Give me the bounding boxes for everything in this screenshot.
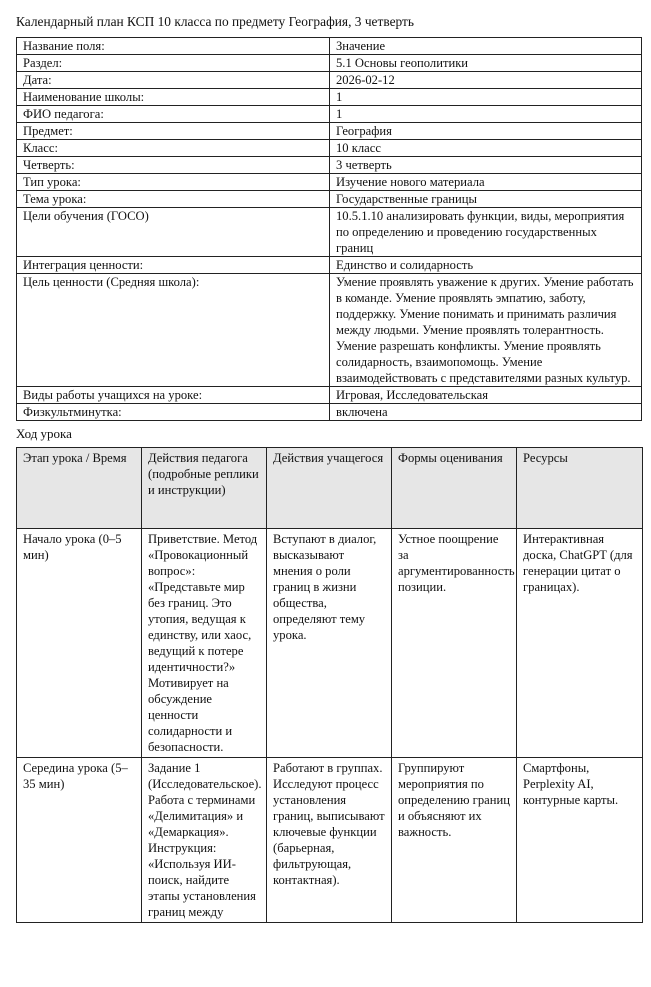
- stage-cell: Начало урока (0–5 мин): [17, 529, 142, 758]
- field-value-cell: включена: [330, 404, 642, 421]
- info-table-row: [17, 257, 642, 274]
- field-name-cell: ФИО педагога:: [17, 106, 330, 123]
- stage-column-header: Этап урока / Время: [17, 448, 142, 529]
- field-value-cell: 1: [330, 106, 642, 123]
- teacher-actions-cell: Приветствие. Метод «Провокационный вопрос»: «Представьте мир без границ. Это утопия, ведущая к единству, или хаос, ведущий к потере идентичности?» Мотивирует на обсуждение ценности солидарности и безопасности.: [142, 529, 267, 758]
- info-table-header-row: [17, 38, 642, 55]
- info-table-row: [17, 89, 642, 106]
- field-name-cell: Класс:: [17, 140, 330, 157]
- field-value-cell: 10 класс: [330, 140, 642, 157]
- stage-cell: Середина урока (5–35 мин): [17, 758, 142, 923]
- field-name-cell: Раздел:: [17, 55, 330, 72]
- field-name-cell: Физкультминутка:: [17, 404, 330, 421]
- info-table-row: [17, 387, 642, 404]
- field-value-cell: Единство и солидарность: [330, 257, 642, 274]
- field-name-cell: Наименование школы:: [17, 89, 330, 106]
- field-value-cell: Государственные границы: [330, 191, 642, 208]
- student-actions-column-header: Действия учащегося: [267, 448, 392, 529]
- info-table-row: [17, 174, 642, 191]
- field-name-cell: Четверть:: [17, 157, 330, 174]
- student-actions-cell: Вступают в диалог, высказывают мнения о роли границ в жизни общества, определяют тему урока.: [267, 529, 392, 758]
- info-table-row: [17, 55, 642, 72]
- info-table-row: [17, 157, 642, 174]
- field-name-header: Название поля:: [17, 38, 330, 55]
- field-name-cell: Интеграция ценности:: [17, 257, 330, 274]
- field-value-cell: География: [330, 123, 642, 140]
- info-table-row: [17, 404, 642, 421]
- field-value-cell: 5.1 Основы геополитики: [330, 55, 642, 72]
- info-table-row: [17, 208, 642, 257]
- field-value-cell: Изучение нового материала: [330, 174, 642, 191]
- resources-column-header: Ресурсы: [517, 448, 643, 529]
- field-name-cell: Дата:: [17, 72, 330, 89]
- field-value-cell: 3 четверть: [330, 157, 642, 174]
- field-value-cell: 10.5.1.10 анализировать функции, виды, мероприятия по определению и проведению государственных границ: [330, 208, 642, 257]
- lesson-info-table: [16, 37, 642, 421]
- field-value-header: Значение: [330, 38, 642, 55]
- lesson-table-row: [17, 758, 643, 923]
- document-title: Календарный план КСП 10 класса по предмету География, 3 четверть: [16, 14, 415, 29]
- info-table-row: [17, 123, 642, 140]
- field-name-cell: Цель ценности (Средняя школа):: [17, 274, 330, 387]
- resources-cell: Смартфоны, Perplexity AI, контурные карты.: [517, 758, 643, 923]
- lesson-flow-table: [16, 447, 643, 923]
- info-table-row: [17, 72, 642, 89]
- field-name-cell: Цели обучения (ГОСО): [17, 208, 330, 257]
- lesson-table-row: [17, 529, 643, 758]
- resources-cell: Интерактивная доска, ChatGPT (для генерации цитат о границах).: [517, 529, 643, 758]
- field-value-cell: 2026-02-12: [330, 72, 642, 89]
- field-value-cell: Игровая, Исследовательская: [330, 387, 642, 404]
- assessment-column-header: Формы оценивания: [392, 448, 517, 529]
- field-name-cell: Тип урока:: [17, 174, 330, 191]
- student-actions-cell: Работают в группах. Исследуют процесс установления границ, выписывают ключевые функции (барьерная, фильтрующая, контактная).: [267, 758, 392, 923]
- lesson-table-header-row: [17, 448, 643, 529]
- field-name-cell: Тема урока:: [17, 191, 330, 208]
- assessment-cell: Устное поощрение за аргументированность позиции.: [392, 529, 517, 758]
- assessment-cell: Группируют мероприятия по определению границ и объясняют их важность.: [392, 758, 517, 923]
- info-table-row: [17, 274, 642, 387]
- teacher-actions-column-header: Действия педагога (подробные реплики и инструкции): [142, 448, 267, 529]
- field-value-cell: Умение проявлять уважение к других. Умение работать в команде. Умение проявлять эмпатию, заботу, поддержку. Умение понимать и принимать различия между людьми. Умение проявлять толерантность. Умение разрешать конфликты. Умение проявлять солидарность, взаимопомощь. Умение взаимодействовать с представителями разных культур.: [330, 274, 642, 387]
- field-value-cell: 1: [330, 89, 642, 106]
- lesson-flow-label: Ход урока: [16, 426, 72, 441]
- info-table-row: [17, 191, 642, 208]
- field-name-cell: Предмет:: [17, 123, 330, 140]
- info-table-row: [17, 140, 642, 157]
- field-name-cell: Виды работы учащихся на уроке:: [17, 387, 330, 404]
- info-table-row: [17, 106, 642, 123]
- teacher-actions-cell: Задание 1 (Исследовательское). Работа с терминами «Делимитация» и «Демаркация». Инструкция: «Используя ИИ-поиск, найдите этапы установления границ между: [142, 758, 267, 923]
